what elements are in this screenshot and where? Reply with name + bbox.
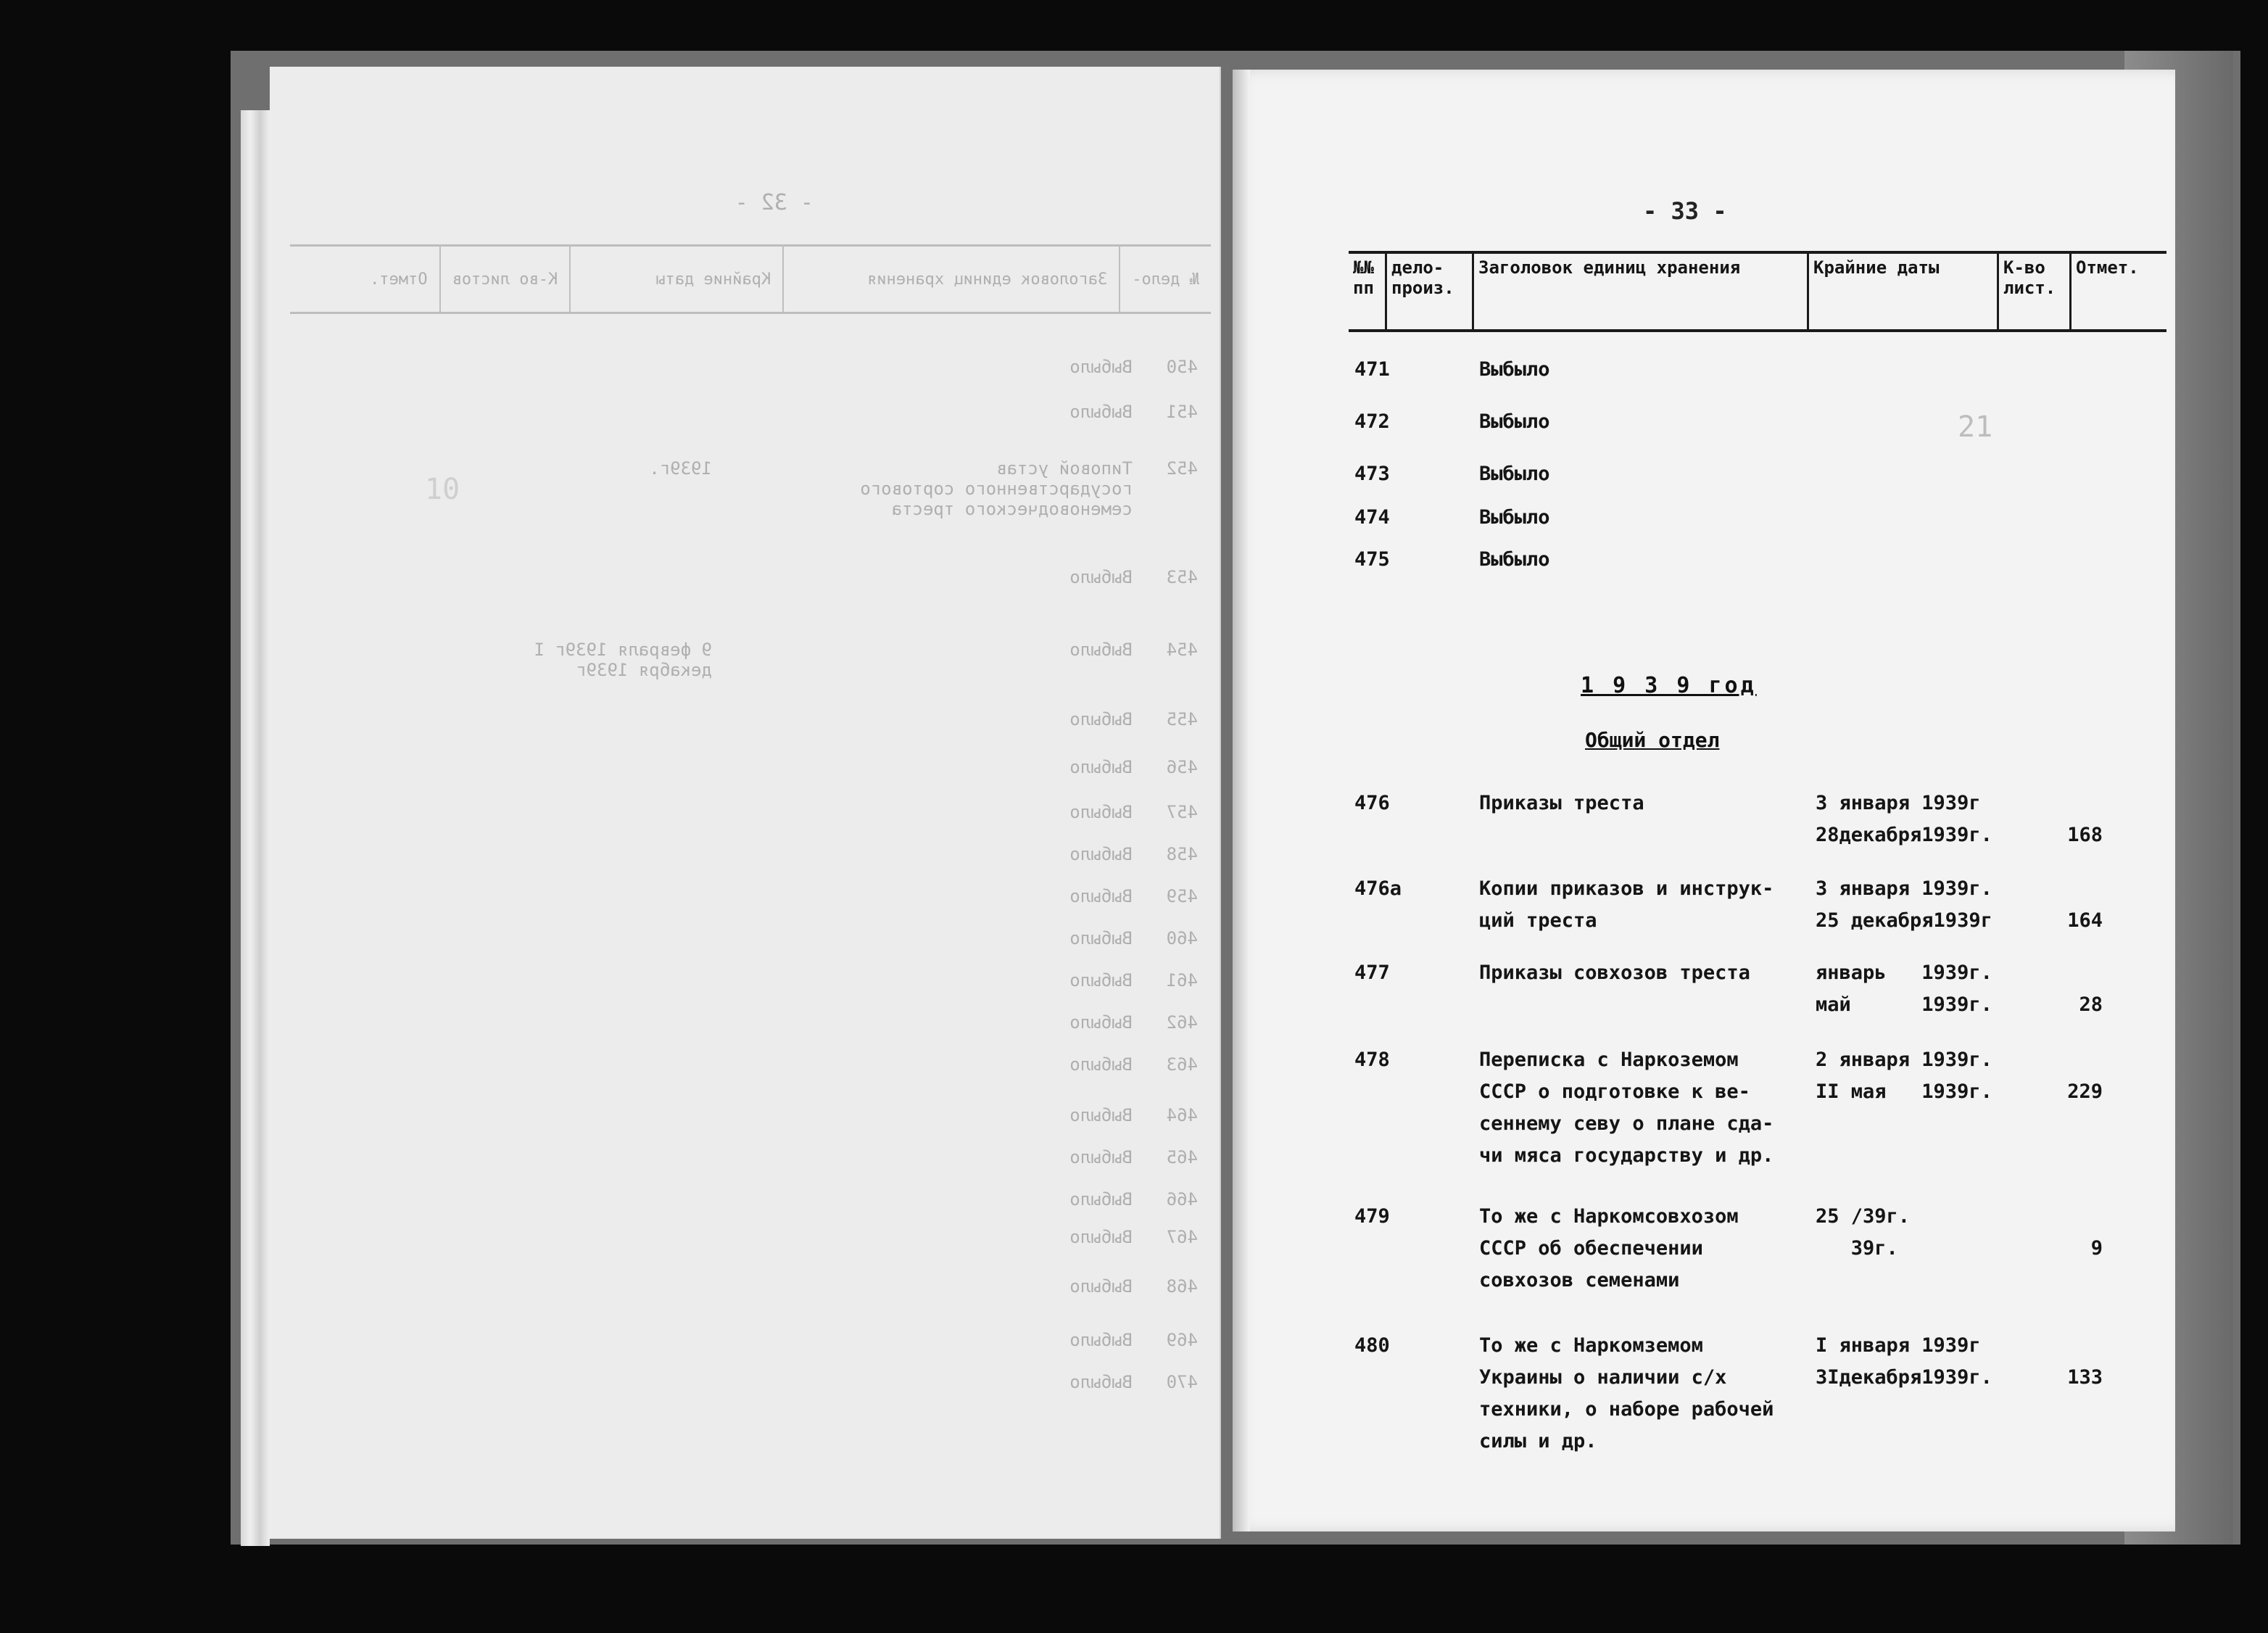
row-date-start: 3 января 1939г.: [1816, 877, 1992, 900]
ghost-row-title: Выбыло: [1069, 802, 1133, 822]
row-number: 477: [1354, 962, 1390, 984]
left-page: [270, 67, 1221, 1539]
row-date-start: I января 1939г: [1816, 1334, 1981, 1357]
row-date-start: январь 1939г.: [1816, 962, 1992, 984]
row-date-end: май 1939г.: [1816, 993, 1992, 1016]
row-title: Выбыло: [1479, 463, 1550, 485]
row-title: То же с Наркомсовхозом СССР об обеспечении совхозов семенами: [1479, 1205, 1739, 1291]
handwritten-mark: 10: [425, 473, 460, 506]
ghost-row-title: Выбыло: [1069, 1054, 1133, 1075]
row-title: Переписка с Наркоземом СССР о подготовке к ве- сеннему севу о плане сда- чи мяса государству и др.: [1479, 1049, 1774, 1167]
left-header-col: Крайние даты: [571, 247, 784, 312]
right-page-number: - 33 -: [1643, 197, 1727, 225]
row-date-end: II мая 1939г.: [1816, 1080, 1992, 1103]
ghost-row-num: 463: [1166, 1054, 1198, 1075]
row-sheet-count: 168: [2067, 824, 2103, 846]
row-title: Выбыло: [1479, 410, 1550, 433]
row-date-end: 3Iдекабря1939г.: [1816, 1366, 1992, 1389]
ghost-row-num: 455: [1166, 709, 1198, 729]
ghost-row-num: 462: [1166, 1012, 1198, 1033]
ghost-row-num: 466: [1166, 1189, 1198, 1210]
ghost-row-title: Выбыло: [1069, 1276, 1133, 1297]
row-number: 471: [1354, 358, 1390, 381]
left-header-col: № дело-: [1132, 270, 1199, 289]
row-number: 480: [1354, 1334, 1390, 1357]
page-fold-shadow: [1233, 70, 1250, 1531]
ghost-row-num: 459: [1166, 886, 1198, 906]
row-title: То же с Наркомземом Украины о наличии с/х техники, о наборе рабочей силы и др.: [1479, 1334, 1774, 1452]
ghost-row-title: Выбыло: [1069, 886, 1133, 906]
header-num: №№ пп: [1353, 257, 1374, 298]
ghost-row-title: Типовой устав государственного сортового семеноводческого треста: [860, 458, 1133, 519]
ghost-row-title: Выбыло: [1069, 709, 1133, 729]
ghost-row-title: Выбыло: [1069, 567, 1133, 587]
ghost-row-title: Выбыло: [1069, 1189, 1133, 1210]
left-table-header: [290, 244, 1211, 314]
ghost-row-title: Выбыло: [1069, 357, 1133, 377]
ghost-row-title: Выбыло: [1069, 1147, 1133, 1167]
header-delo: дело- произ.: [1385, 254, 1472, 329]
row-number: 473: [1354, 463, 1390, 485]
ghost-row-num: 468: [1166, 1276, 1198, 1297]
page-stack-edge: [241, 110, 270, 1546]
ghost-row-title: Выбыло: [1069, 1372, 1133, 1392]
ghost-row-num: 461: [1166, 970, 1198, 991]
ghost-row-num: 457: [1166, 802, 1198, 822]
row-date-start: 25 /39г.: [1816, 1205, 1911, 1228]
row-number: 476а: [1354, 877, 1402, 900]
ghost-row-date: 9 февраля 1939г I декабря 1939г: [534, 640, 712, 680]
handwritten-mark: 21: [1958, 410, 1993, 444]
row-number: 474: [1354, 506, 1390, 529]
row-sheet-count: 133: [2067, 1366, 2103, 1389]
left-header-col: Заголовок единиц хранения: [784, 247, 1120, 312]
row-title: Выбыло: [1479, 358, 1550, 381]
ghost-row-title: Выбыло: [1069, 1105, 1133, 1125]
header-title: Заголовок единиц хранения: [1472, 254, 1807, 329]
ghost-row-num: 450: [1166, 357, 1198, 377]
ghost-row-num: 465: [1166, 1147, 1198, 1167]
ghost-row-title: Выбыло: [1069, 844, 1133, 864]
row-title: Приказы треста: [1479, 792, 1644, 814]
row-number: 475: [1354, 548, 1390, 571]
header-note: Отмет.: [2069, 254, 2166, 329]
section-year: 1 9 3 9 год: [1581, 673, 1757, 698]
row-number: 478: [1354, 1049, 1390, 1071]
ghost-row-title: Выбыло: [1069, 640, 1133, 660]
row-number: 476: [1354, 792, 1390, 814]
row-sheet-count: 28: [2079, 993, 2103, 1016]
row-date-start: 2 января 1939г.: [1816, 1049, 1992, 1071]
ghost-row-title: Выбыло: [1069, 1227, 1133, 1247]
row-title: Выбыло: [1479, 506, 1550, 529]
header-count: К-во лист.: [1997, 254, 2069, 329]
ghost-row-title: Выбыло: [1069, 928, 1133, 948]
ghost-row-title: Выбыло: [1069, 970, 1133, 991]
table-header: [1349, 251, 2166, 332]
row-sheet-count: 164: [2067, 909, 2103, 932]
row-date-end: 28декабря1939г.: [1816, 824, 1992, 846]
ghost-row-title: Выбыло: [1069, 402, 1133, 422]
right-page: [1233, 70, 2175, 1531]
ghost-row-num: 456: [1166, 757, 1198, 777]
row-title: Копии приказов и инструк- ций треста: [1479, 877, 1774, 932]
row-date-end: 25 декабря1939г: [1816, 909, 1992, 932]
row-number: 472: [1354, 410, 1390, 433]
row-sheet-count: 229: [2067, 1080, 2103, 1103]
left-header-col: Отмет.: [358, 247, 440, 312]
row-date-start: 3 января 1939г: [1816, 792, 1981, 814]
ghost-row-num: 454: [1166, 640, 1198, 660]
section-department: Общий отдел: [1585, 728, 1720, 752]
ghost-row-num: 470: [1166, 1372, 1198, 1392]
ghost-row-num: 458: [1166, 844, 1198, 864]
left-header-col: К-во листов: [441, 247, 571, 312]
ghost-row-title: Выбыло: [1069, 757, 1133, 777]
header-dates: Крайние даты: [1807, 254, 1997, 329]
row-title: Выбыло: [1479, 548, 1550, 571]
ghost-row-num: 467: [1166, 1227, 1198, 1247]
see-through-text: [270, 67, 1220, 1539]
row-sheet-count: 9: [2090, 1237, 2103, 1260]
left-page-number: - 32 -: [734, 190, 814, 215]
ghost-row-title: Выбыло: [1069, 1012, 1133, 1033]
ghost-row-title: Выбыло: [1069, 1330, 1133, 1350]
ghost-row-num: 469: [1166, 1330, 1198, 1350]
row-title: Приказы совхозов треста: [1479, 962, 1750, 984]
row-number: 479: [1354, 1205, 1390, 1228]
ghost-row-num: 452: [1166, 458, 1198, 479]
ghost-row-num: 453: [1166, 567, 1198, 587]
row-date-end: 39г.: [1816, 1237, 1898, 1260]
ghost-row-num: 464: [1166, 1105, 1198, 1125]
ghost-row-num: 460: [1166, 928, 1198, 948]
ghost-row-date: 1939г.: [649, 458, 712, 479]
ghost-row-num: 451: [1166, 402, 1198, 422]
